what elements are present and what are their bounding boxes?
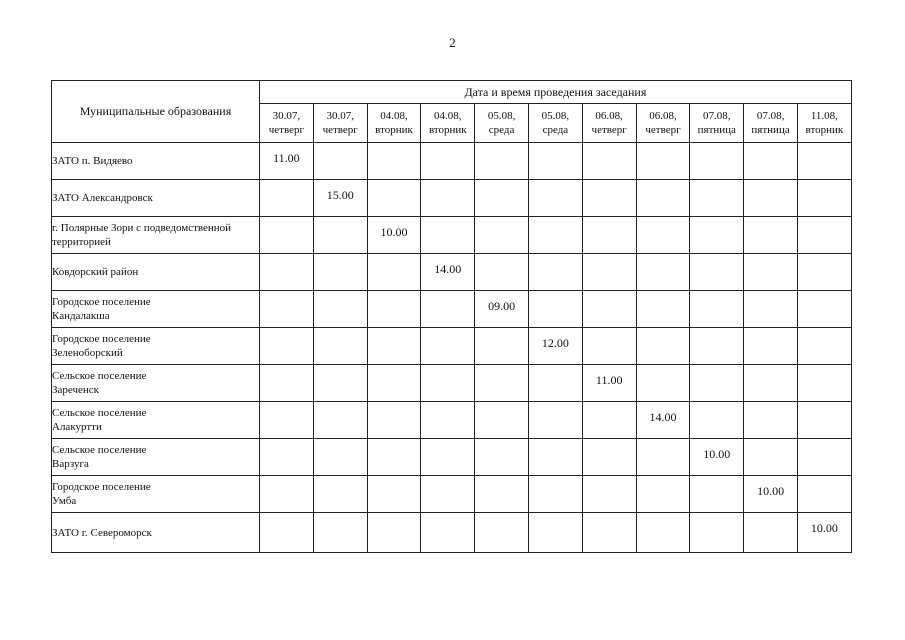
empty-cell: [260, 439, 314, 476]
municipality-name-line: Кандалакша: [52, 310, 110, 322]
empty-cell: [797, 143, 851, 180]
weekday-label: вторник: [375, 124, 413, 136]
empty-cell: [528, 180, 582, 217]
empty-cell: [260, 476, 314, 513]
date-label: 07.08,: [703, 110, 731, 122]
empty-cell: [313, 217, 367, 254]
empty-cell: [744, 291, 798, 328]
empty-cell: [260, 254, 314, 291]
empty-cell: [690, 365, 744, 402]
municipality-name: [52, 439, 260, 476]
empty-cell: [690, 143, 744, 180]
table-row: [52, 254, 852, 291]
municipality-name-line: Сельское поселение: [52, 370, 147, 382]
meeting-time-cell: 14.00: [421, 254, 475, 291]
empty-cell: [421, 365, 475, 402]
empty-cell: [528, 143, 582, 180]
date-column-header: [582, 104, 636, 143]
municipality-name: [52, 476, 260, 513]
meeting-time-cell: 10.00: [797, 513, 851, 553]
weekday-label: среда: [542, 124, 569, 136]
municipality-name-line: г. Полярные Зори с подведомственной: [52, 222, 232, 234]
date-column-header: [744, 104, 798, 143]
municipality-name: [52, 291, 260, 328]
empty-cell: [690, 513, 744, 553]
table-row: [52, 291, 852, 328]
empty-cell: [367, 291, 421, 328]
empty-cell: [690, 328, 744, 365]
municipality-name-line: Ковдорский район: [52, 266, 139, 278]
municipality-name-line: Городское поселение: [52, 333, 151, 345]
empty-cell: [582, 254, 636, 291]
table-row: [52, 476, 852, 513]
municipality-name-line: Алакуртти: [52, 421, 102, 433]
table-row: [52, 439, 852, 476]
meeting-time-cell: 10.00: [367, 217, 421, 254]
empty-cell: [582, 402, 636, 439]
empty-cell: [528, 254, 582, 291]
empty-cell: [690, 180, 744, 217]
empty-cell: [367, 439, 421, 476]
empty-cell: [582, 291, 636, 328]
empty-cell: [421, 439, 475, 476]
date-column-header: [260, 104, 314, 143]
empty-cell: [367, 328, 421, 365]
empty-cell: [260, 365, 314, 402]
empty-cell: [636, 217, 690, 254]
date-column-header: [313, 104, 367, 143]
meeting-time-cell: 10.00: [744, 476, 798, 513]
empty-cell: [797, 291, 851, 328]
empty-cell: [528, 402, 582, 439]
municipality-column-header: Муниципальные образования: [52, 81, 260, 143]
empty-cell: [260, 217, 314, 254]
empty-cell: [636, 254, 690, 291]
empty-cell: [475, 365, 529, 402]
meeting-schedule-table: [51, 80, 852, 553]
date-label: 30.07,: [272, 110, 301, 122]
municipality-name-line: территорией: [52, 236, 111, 248]
empty-cell: [260, 328, 314, 365]
municipality-name-line: Зареченск: [52, 384, 100, 396]
empty-cell: [797, 476, 851, 513]
empty-cell: [690, 402, 744, 439]
empty-cell: [636, 439, 690, 476]
municipality-name-line: ЗАТО г. Североморск: [52, 526, 152, 539]
date-column-header: [367, 104, 421, 143]
municipality-name: [52, 513, 260, 553]
empty-cell: [313, 476, 367, 513]
table-row: [52, 402, 852, 439]
municipality-name-line: Сельское поселение: [52, 407, 147, 419]
date-label: 04.08,: [434, 110, 462, 122]
empty-cell: [313, 291, 367, 328]
weekday-label: четверг: [322, 124, 358, 136]
date-label: 06.08,: [649, 110, 677, 122]
municipality-name-line: Варзуга: [52, 458, 89, 470]
empty-cell: [475, 217, 529, 254]
municipality-name-line: Городское поселение: [52, 481, 151, 493]
empty-cell: [313, 513, 367, 553]
table-row: [52, 328, 852, 365]
empty-cell: [582, 476, 636, 513]
meeting-time-cell: 14.00: [636, 402, 690, 439]
empty-cell: [475, 476, 529, 513]
empty-cell: [421, 143, 475, 180]
empty-cell: [690, 217, 744, 254]
municipality-name: [52, 180, 260, 217]
empty-cell: [528, 439, 582, 476]
empty-cell: [313, 328, 367, 365]
empty-cell: [313, 402, 367, 439]
empty-cell: [744, 365, 798, 402]
meeting-time-cell: 15.00: [313, 180, 367, 217]
page-number: 2: [449, 35, 456, 50]
empty-cell: [528, 217, 582, 254]
empty-cell: [582, 217, 636, 254]
municipality-name-line: Умба: [52, 495, 77, 507]
municipality-name: [52, 402, 260, 439]
municipality-name-line: Зеленоборский: [52, 347, 123, 359]
date-label: 07.08,: [756, 110, 785, 122]
empty-cell: [744, 180, 798, 217]
empty-cell: [260, 291, 314, 328]
header-row-top: [52, 81, 852, 104]
municipality-name-line: Сельское поселение: [52, 444, 147, 456]
empty-cell: [744, 328, 798, 365]
empty-cell: [367, 180, 421, 217]
empty-cell: [421, 217, 475, 254]
empty-cell: [636, 143, 690, 180]
table-row: [52, 365, 852, 402]
empty-cell: [744, 402, 798, 439]
empty-cell: [636, 180, 690, 217]
date-column-header: [690, 104, 744, 143]
empty-cell: [475, 328, 529, 365]
municipality-name: [52, 328, 260, 365]
empty-cell: [367, 402, 421, 439]
date-column-header: [636, 104, 690, 143]
table-row: [52, 143, 852, 180]
empty-cell: [690, 254, 744, 291]
empty-cell: [797, 217, 851, 254]
weekday-label: пятница: [751, 124, 790, 136]
empty-cell: [797, 328, 851, 365]
empty-cell: [421, 291, 475, 328]
empty-cell: [421, 328, 475, 365]
empty-cell: [797, 180, 851, 217]
municipality-name: [52, 143, 260, 180]
date-label: 06.08,: [595, 110, 623, 122]
date-label: 05.08,: [487, 110, 516, 122]
empty-cell: [744, 254, 798, 291]
empty-cell: [367, 513, 421, 553]
empty-cell: [313, 365, 367, 402]
date-column-header: [528, 104, 582, 143]
empty-cell: [797, 402, 851, 439]
weekday-label: вторник: [805, 124, 844, 136]
date-column-header: [797, 104, 851, 143]
weekday-label: среда: [488, 124, 515, 136]
empty-cell: [367, 143, 421, 180]
empty-cell: [690, 476, 744, 513]
empty-cell: [582, 328, 636, 365]
empty-cell: [260, 180, 314, 217]
meeting-time-cell: 12.00: [528, 328, 582, 365]
municipality-name-line: ЗАТО Александровск: [52, 192, 153, 204]
empty-cell: [582, 143, 636, 180]
empty-cell: [367, 476, 421, 513]
empty-cell: [690, 291, 744, 328]
empty-cell: [367, 254, 421, 291]
empty-cell: [744, 143, 798, 180]
empty-cell: [421, 476, 475, 513]
empty-cell: [475, 402, 529, 439]
municipality-name: [52, 217, 260, 254]
date-label: 30.07,: [326, 110, 354, 122]
table-row: [52, 180, 852, 217]
municipality-name-line: Городское поселение: [52, 296, 151, 308]
date-label: 04.08,: [380, 110, 408, 122]
weekday-label: четверг: [591, 124, 627, 136]
meeting-time-cell: 09.00: [475, 291, 529, 328]
meeting-time-cell: 11.00: [582, 365, 636, 402]
weekday-label: вторник: [428, 124, 467, 136]
empty-cell: [421, 513, 475, 553]
empty-cell: [421, 180, 475, 217]
table-row: [52, 217, 852, 254]
municipality-name: [52, 365, 260, 402]
empty-cell: [475, 180, 529, 217]
empty-cell: [475, 439, 529, 476]
empty-cell: [582, 180, 636, 217]
weekday-label: пятница: [697, 124, 736, 136]
empty-cell: [797, 365, 851, 402]
weekday-label: четверг: [268, 124, 305, 136]
municipality-name-line: ЗАТО п. Видяево: [52, 155, 133, 167]
empty-cell: [528, 476, 582, 513]
empty-cell: [528, 291, 582, 328]
municipality-name: [52, 254, 260, 291]
weekday-label: четверг: [645, 124, 681, 136]
empty-cell: [313, 254, 367, 291]
empty-cell: [797, 439, 851, 476]
empty-cell: [636, 476, 690, 513]
date-column-header: [421, 104, 475, 143]
empty-cell: [313, 143, 367, 180]
empty-cell: [744, 217, 798, 254]
empty-cell: [636, 328, 690, 365]
empty-cell: [636, 291, 690, 328]
empty-cell: [582, 439, 636, 476]
empty-cell: [260, 513, 314, 553]
empty-cell: [636, 365, 690, 402]
date-label: 05.08,: [541, 110, 570, 122]
empty-cell: [313, 439, 367, 476]
empty-cell: [528, 513, 582, 553]
empty-cell: [475, 513, 529, 553]
empty-cell: [528, 365, 582, 402]
empty-cell: [744, 439, 798, 476]
date-column-header: [475, 104, 529, 143]
table-row: [52, 513, 852, 553]
empty-cell: [582, 513, 636, 553]
empty-cell: [636, 513, 690, 553]
meeting-time-cell: 10.00: [690, 439, 744, 476]
empty-cell: [475, 254, 529, 291]
empty-cell: [367, 365, 421, 402]
meeting-time-cell: 11.00: [260, 143, 314, 180]
empty-cell: [475, 143, 529, 180]
date-label: 11.08,: [810, 110, 838, 122]
empty-cell: [744, 513, 798, 553]
dates-column-header: Дата и время проведения заседания: [260, 81, 852, 104]
empty-cell: [421, 402, 475, 439]
empty-cell: [260, 402, 314, 439]
empty-cell: [797, 254, 851, 291]
